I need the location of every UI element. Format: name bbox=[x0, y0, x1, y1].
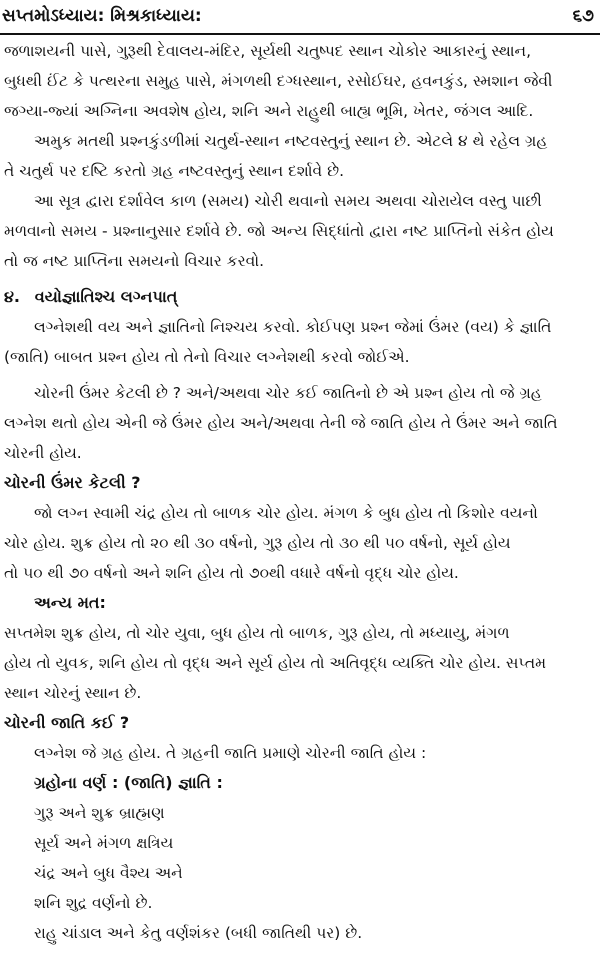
text-line: તે ચતુર્થ પર દષ્ટિ કરતો ગ્રહ નષ્ટવસ્તુનું સ્થાન દર્શાવે છે. bbox=[4, 162, 345, 180]
text-line: સ્થાન ચોરનું સ્થાન છે. bbox=[4, 684, 142, 702]
section-number: ૪. bbox=[4, 287, 20, 306]
subheading: અન્ય મત: bbox=[34, 593, 106, 612]
text-line: લગ્નેશથી વય અને જ્ઞાતિનો નિશ્ચય કરવો. કોઈપણ પ્રશ્ન જેમાં ઉંમર (વય) કે જ્ઞાતિ bbox=[34, 318, 552, 336]
text-line: બુધથી ઈંટ કે પત્થરના સમુહ પાસે, મંગળથી દગ્ધસ્થાન, રસોઈઘર, હવનકુંડ, સ્મશાન જેવી bbox=[4, 72, 553, 90]
subheading: ચોરની ઉંમર કેટલી ? bbox=[4, 473, 141, 492]
section-heading bbox=[4, 282, 596, 312]
page-number: ૬૭ bbox=[572, 6, 594, 26]
text-line: તો જ નષ્ટ પ્રાપ્તિના સમયનો વિચાર કરવો. bbox=[4, 252, 265, 270]
text-line: હોય તો યુવક, શનિ હોય તો વૃદ્ધ અને સૂર્ય હોય તો અતિવૃદ્ધ વ્યક્તિ ચોર હોય. સપ્તમ bbox=[4, 654, 547, 672]
text-line: ચોરની હોય. bbox=[4, 444, 82, 462]
header-rule bbox=[0, 33, 600, 35]
list-item: ચંદ્ર અને બુધ વૈશ્ય અને bbox=[34, 864, 183, 882]
page-body bbox=[4, 36, 596, 948]
text-line: લગ્નેશ જે ગ્રહ હોય. તે ગ્રહની જાતિ પ્રમાણે ચોરની જાતિ હોય : bbox=[34, 744, 427, 762]
subheading: ગ્રહોના વર્ણ : (જાતિ) જ્ઞાતિ : bbox=[34, 773, 223, 792]
subheading: ચોરની જાતિ કઈ ? bbox=[4, 713, 130, 732]
text-line: મળવાનો સમય - પ્રશ્નાનુસાર દર્શાવે છે. જો અન્ય સિદ્ધાંતો દ્વારા નષ્ટ પ્રાપ્તિનો સંકેત હોય bbox=[4, 222, 554, 240]
text-line: જળાશયની પાસે, ગુરૂથી દેવાલય-મંદિર, સૂર્યથી ચતુષ્પદ સ્થાન ચોકોર આકારનું સ્થાન, bbox=[4, 42, 532, 60]
text-line: (જાતિ) બાબત પ્રશ્ન હોય તો તેનો વિચાર લગ્નેશથી કરવો જોઈએ. bbox=[4, 348, 410, 366]
list-item: રાહુ ચાંડાલ અને કેતુ વર્ણશંકર (બધી જાતિથી પર) છે. bbox=[34, 924, 363, 942]
list-item: ગુરૂ અને શુક્ર બ્રાહ્મણ bbox=[34, 804, 165, 822]
text-line: અમુક મતથી પ્રશ્નકુંડળીમાં ચતુર્થ-સ્થાન નષ્ટવસ્તુનું સ્થાન છે. એટલે ૪ થે રહેલ ગ્રહ bbox=[34, 132, 548, 150]
text-line: જગ્યા-જ્યાં અગ્નિના અવશેષ હોય, શનિ અને રાહુથી બાહ્ય ભૂમિ, ખેતર, જંગલ આદિ. bbox=[4, 102, 534, 120]
running-title: સપ્તમોઽધ્યાય: મિશ્રકાધ્યાય: bbox=[2, 6, 202, 26]
text-line: ચોરની ઉંમર કેટલી છે ? અને/અથવા ચોર કઈ જાતિનો છે એ પ્રશ્ન હોય તો જે ગ્રહ bbox=[34, 384, 542, 402]
text-line: ચોર હોય. શુક્ર હોય તો ૨૦ થી ૩૦ વર્ષનો, ગુરૂ હોય તો ૩૦ થી ૫૦ વર્ષનો, સૂર્ય હોય bbox=[4, 534, 511, 552]
list-item: શનિ શુદ્ર વર્ણનો છે. bbox=[34, 894, 153, 912]
list-item: સૂર્ય અને મંગળ ક્ષત્રિય bbox=[34, 834, 174, 852]
text-line: જો લગ્ન સ્વામી ચંદ્ર હોય તો બાળક ચોર હોય. મંગળ કે બુધ હોય તો કિશોર વયનો bbox=[34, 504, 538, 522]
page-header bbox=[0, 0, 600, 34]
text-line: લગ્નેશ થતો હોય એની જે ઉંમર હોય અને/અથવા તેની જે જાતિ હોય તે ઉંમર અને જાતિ bbox=[4, 414, 558, 432]
text-line: સપ્તમેશ શુક્ર હોય, તો ચોર યુવા, બુધ હોય તો બાળક, ગુરૂ હોય, તો મધ્યાયુ, મંગળ bbox=[4, 624, 510, 642]
text-line: તો ૫૦ થી ૭૦ વર્ષનો અને શનિ હોય તો ૭૦થી વધારે વર્ષનો વૃદ્ધ ચોર હોય. bbox=[4, 564, 459, 582]
text-line: આ સૂત્ર દ્વારા દર્શાવેલ કાળ (સમય) ચોરી થવાનો સમય અથવા ચોરાયેલ વસ્તુ પાછી bbox=[34, 192, 542, 210]
section-title: વયોજ્ઞાતિશ્ચ લગ્નપાત્ bbox=[34, 287, 178, 306]
